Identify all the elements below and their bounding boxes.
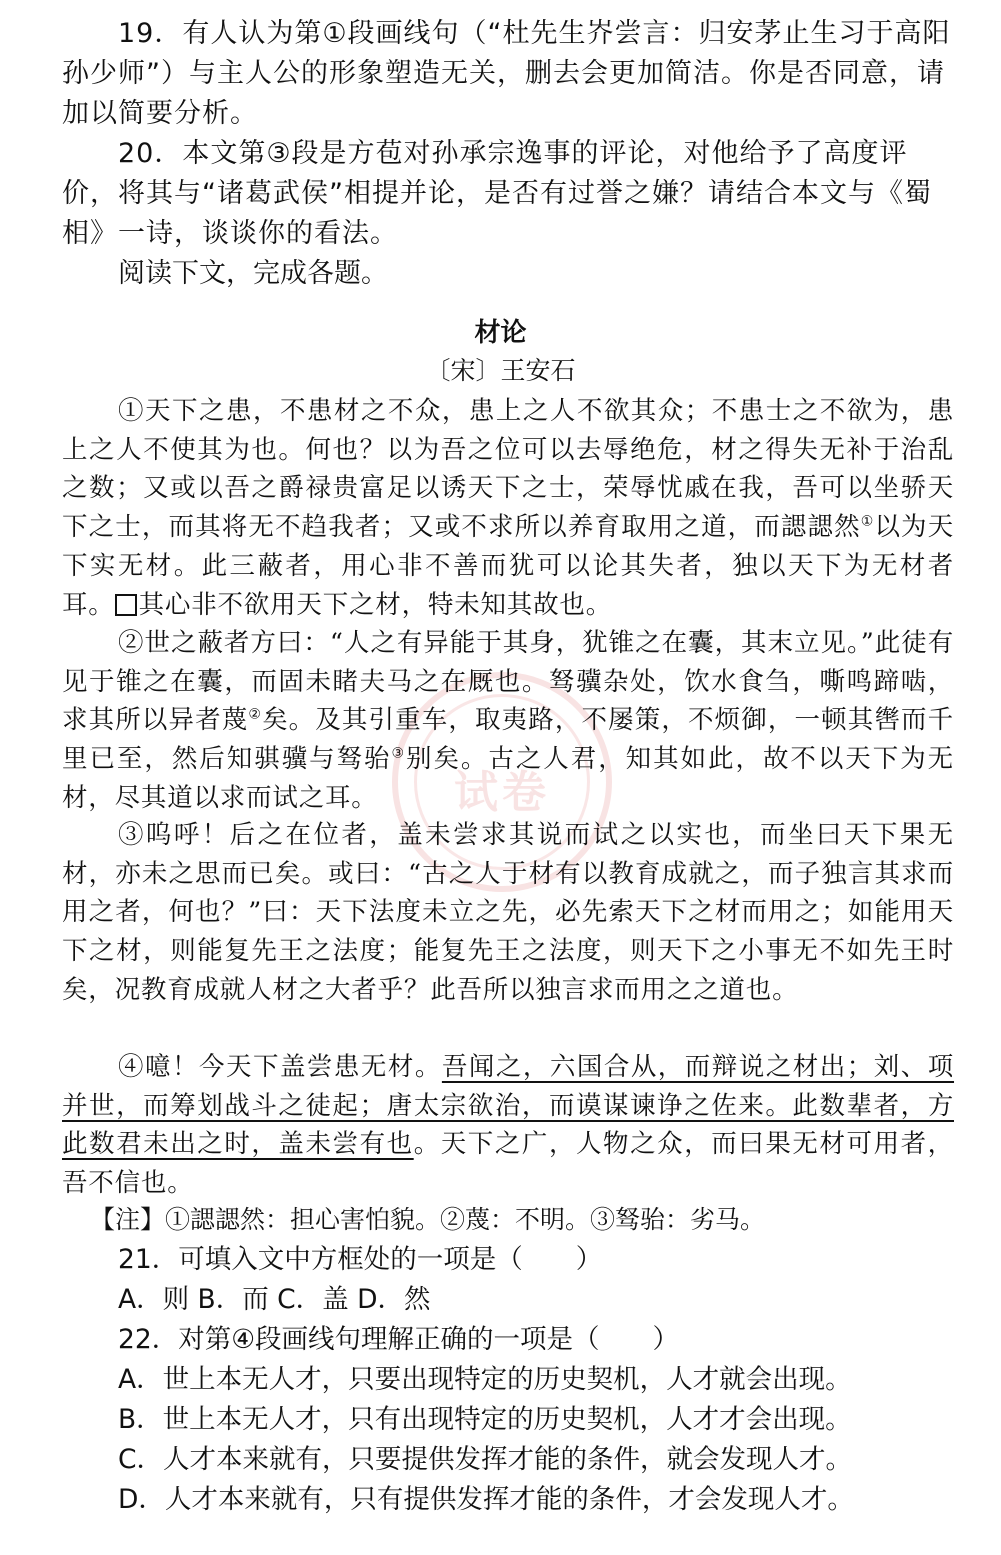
p4-text-a: ④噫！今天下盖尝患无材。 bbox=[118, 1052, 442, 1082]
p1-text-b: 以为天下实无材。此三蔽者，用心非不善而犹可以论其失者，独以天下为无材者耳。 bbox=[62, 512, 954, 620]
watermark-text: 试卷 bbox=[454, 767, 550, 818]
question-21-stem: 21．可填入文中方框处的一项是（ ） bbox=[118, 1244, 603, 1275]
question-22-option-d: D．人才本来就有，只有提供发挥才能的条件，才会发现人才。 bbox=[118, 1484, 854, 1515]
question-21-options: A．则 B．而 C．盖 D．然 bbox=[118, 1284, 431, 1315]
passage-paragraph-2 bbox=[62, 624, 954, 818]
question-19: 19．有人认为第①段画线句（“杜先生岕尝言：归安茅止生习于高阳孙少师”）与主人公的形象塑造无关，删去会更加简洁。你是否同意，请加以简要分析。 bbox=[62, 18, 951, 129]
p1-text-a: ①天下之患，不患材之不众，患上之人不欲其众；不患士之不欲为，患上之人不使其为也。何也？以为吾之位可以去辱绝危，材之得失无补于治乱之数；又或以吾之爵禄贵富足以诱天下之士，荣辱忧戚在我，吾可以坐骄天下之士，而其将无不趋我者；又或不求所以养育取用之道，而諰諰然 bbox=[62, 396, 954, 543]
passage-paragraph-4 bbox=[62, 1048, 954, 1203]
question-20: 20．本文第③段是方苞对孙承宗逸事的评论，对他给予了高度评价，将其与“诸葛武侯”相提并论，是否有过誉之嫌？请结合本文与《蜀相》一诗，谈谈你的看法。 bbox=[62, 138, 932, 249]
p4-underlined-sentence: 吾闻之，六国合从，而辩说之材出；刘、项并世，而筹划战斗之徒起；唐太宗欲治，而谟谋谏诤之佐来。此数辈者，方此数君未出之时，盖未尝有也 bbox=[62, 1052, 955, 1160]
question-22-option-c: C．人才本来就有，只要提供发挥才能的条件，就会发现人才。 bbox=[118, 1444, 853, 1475]
passage-title: 材论 bbox=[474, 318, 527, 348]
p4-text-b: 。天下之广，人物之众，而曰果无材可用者，吾不信也。 bbox=[62, 1129, 954, 1199]
p2-text-b: 矣。及其引重车，取夷路，不屡策，不烦御，一顿其辔而千里已至，然后知骐骥与驽骀 bbox=[62, 705, 954, 775]
footnote-ref-1: ① bbox=[860, 513, 875, 530]
footnote-ref-3: ③ bbox=[391, 745, 406, 762]
passage-notes: 【注】①諰諰然：担心害怕貌。②蔑：不明。③驽骀：劣马。 bbox=[90, 1205, 766, 1234]
question-22-option-b: B．世上本无人才，只有出现特定的历史契机，人才才会出现。 bbox=[118, 1404, 852, 1435]
passage-author: 〔宋〕王安石 bbox=[425, 356, 576, 385]
blank-box bbox=[115, 594, 137, 616]
p2-text-a: ②世之蔽者方曰：“人之有异能于其身，犹锥之在囊，其末立见。”此徒有见于锥之在囊，而固未睹夫马之在厩也。驽骥杂处，饮水食刍，嘶鸣蹄啮，求其所以异者蔑 bbox=[62, 628, 954, 736]
reading-instruction: 阅读下文，完成各题。 bbox=[118, 258, 388, 289]
question-22-option-a: A．世上本无人才，只要出现特定的历史契机，人才就会出现。 bbox=[118, 1364, 852, 1395]
passage-paragraph-1 bbox=[62, 392, 954, 624]
question-22-stem: 22．对第④段画线句理解正确的一项是（ ） bbox=[118, 1324, 679, 1355]
p2-text-c: 别矣。古之人君，知其如此，故不以天下为无材，尽其道以求而试之耳。 bbox=[62, 744, 954, 813]
p1-text-c: 其心非不欲用天下之材，特未知其故也。 bbox=[138, 589, 613, 620]
footnote-ref-2: ② bbox=[248, 706, 263, 723]
passage-paragraph-3: ③呜呼！后之在位者，盖未尝求其说而试之以实也，而坐曰天下果无材，亦未之思而已矣。或曰：“古之人于材有以教育成就之，而子独言其求而用之者，何也？”曰：天下法度未立之先，必先索天下之材而用之；如能用天下之材，则能复先王之法度；能复先王之法度，则天下之小事无不如先王时矣，况教育成就人材之大者乎？此吾所以独言求而用之之道也。 bbox=[62, 820, 954, 1005]
